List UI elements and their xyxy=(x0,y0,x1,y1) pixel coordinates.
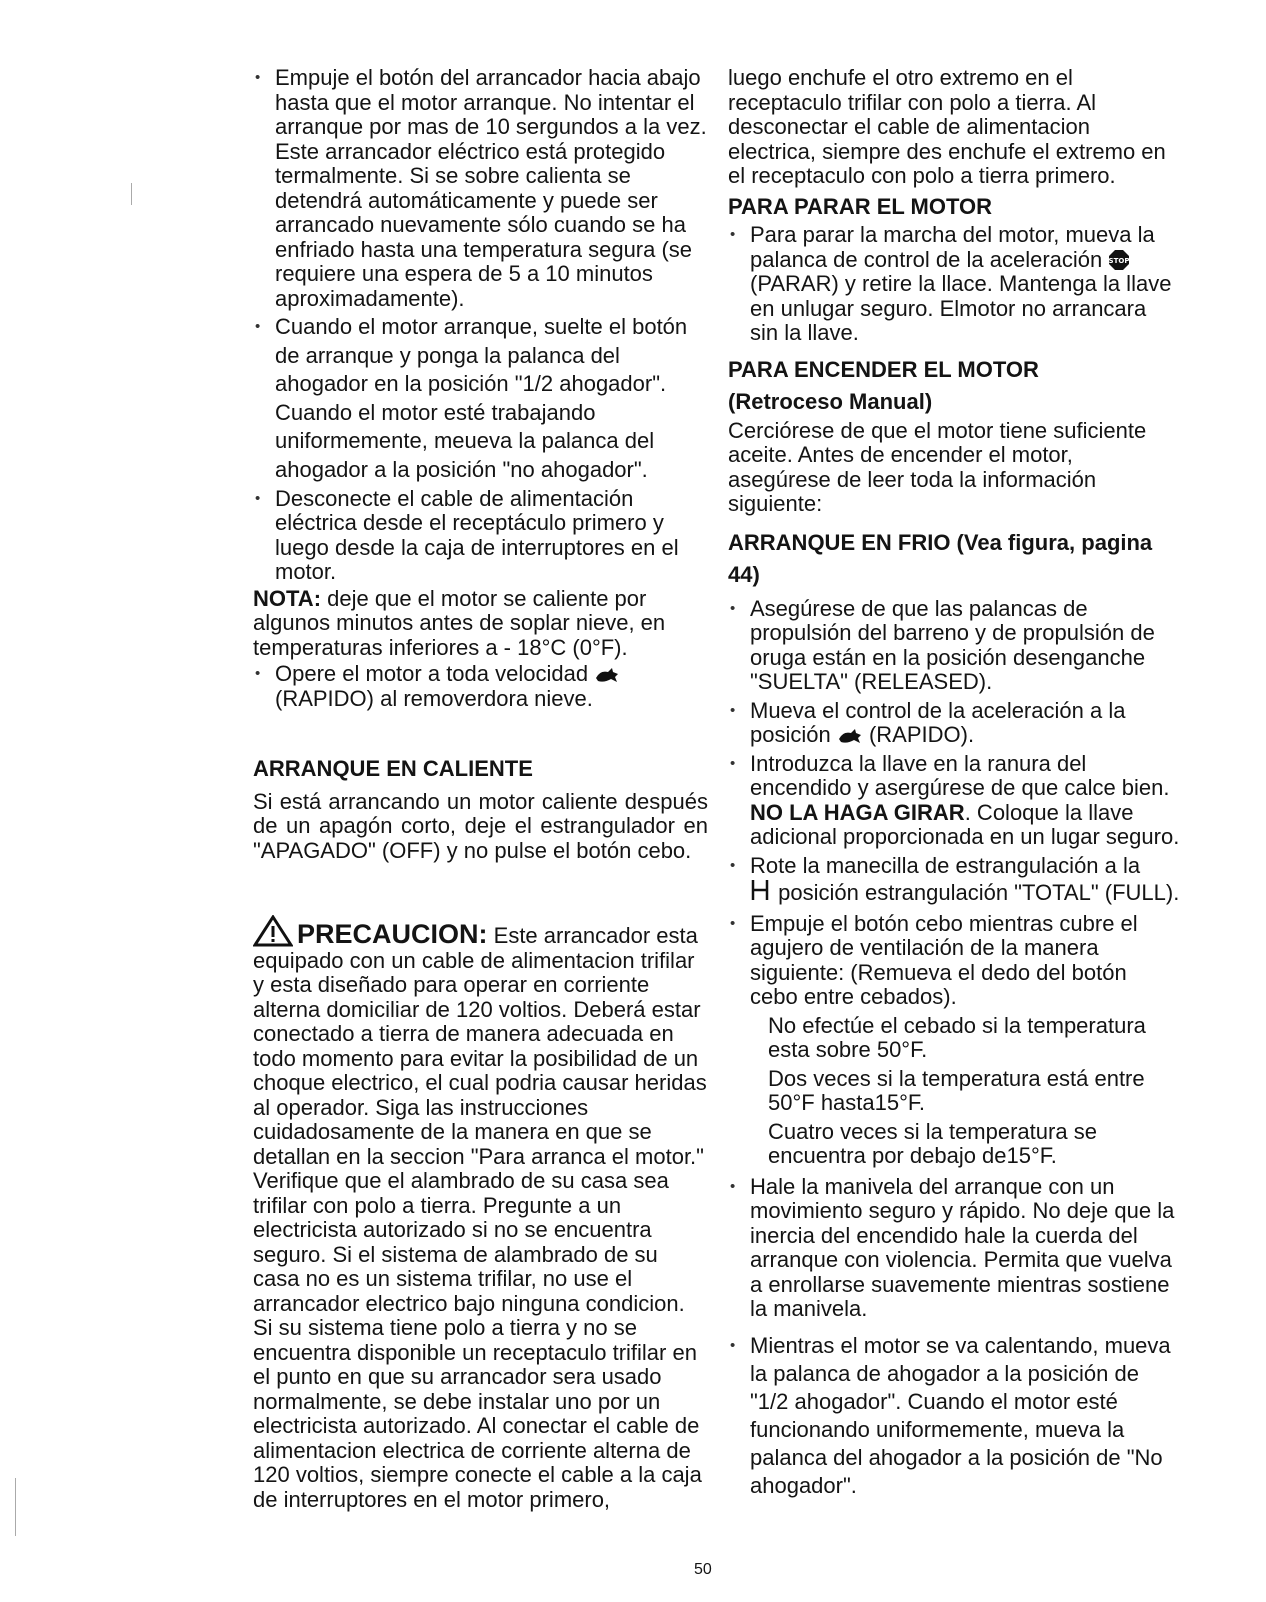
warning-triangle-icon xyxy=(253,915,293,947)
bullet-stop-text-2: (PARAR) y retire la llace. Mantenga la llave en unlugar seguro. Elmotor no arrancara sin la llave. xyxy=(750,271,1172,345)
cold-start-heading: ARRANQUE EN FRIO (Vea figura, pagina 44) xyxy=(728,529,1153,587)
hot-start-heading: ARRANQUE EN CALIENTE xyxy=(253,756,533,782)
start-intro: Cerciórese de que el motor tiene suficiente aceite. Antes de encender el motor, asegúrese de leer toda la información siguiente: xyxy=(728,417,1147,516)
bullet-key xyxy=(728,752,1180,850)
hot-start-text: Si está arrancando un motor caliente después de un apagón corto, deje el estrangulador en "APAGADO" (OFF) y no pulse el botón cebo. xyxy=(253,788,708,863)
start-subheading: (Retroceso Manual) xyxy=(728,389,933,414)
bullet-throttle-text: Mueva el control de la aceleración a la posición xyxy=(750,697,1126,747)
bullet-full-speed-text: Opere el motor a toda velocidad xyxy=(275,661,589,687)
primer-none: No efectúe el cebado si la temperatura esta sobre 50°F. xyxy=(768,1012,1146,1062)
bullet-stop-text: Para parar la marcha del motor, mueva la palanca de control de la aceleración xyxy=(750,222,1155,272)
primer-four: Cuatro veces si la temperatura se encuentra por debajo de15°F. xyxy=(768,1118,1097,1168)
bullet-choke-line2: posición estrangulación "TOTAL" (FULL). xyxy=(778,880,1180,905)
bullet-stop xyxy=(728,223,1180,346)
stop-heading: PARA PARAR EL MOTOR xyxy=(728,193,993,219)
continuation-text: luego enchufe el otro extremo en el receptaculo trifilar con polo a tierra. Al desconectar el cable de alimentacion electrica, siempre des enchufe el extremo en el receptaculo con polo a tierra primero. xyxy=(728,65,1166,188)
bullet-throttle xyxy=(728,699,1180,748)
bullet-key-text-2: . Coloque la llave adicional proporcionada en un lugar seguro. xyxy=(750,799,1180,849)
bullet-choke xyxy=(728,854,1180,906)
note-label: NOTA: xyxy=(253,585,322,611)
note-paragraph xyxy=(253,587,708,661)
left-column xyxy=(253,66,708,1512)
bullet-choke-line1: Rote la manecilla de estrangulación a la xyxy=(750,852,1141,878)
caution-text: Este arrancador esta equipado con un cable de alimentacion trifilar y esta diseñado para operar en corriente alterna domiciliar de 120 voltios. Deberá estar conectado a tierra de manera adecuada en todo momento para evitar la posibilidad de un choque electrico, el cual podria causar heridas al operador. Siga las instrucciones cuidadosamente de la manera en que se detallan en la seccion "Para arranca el motor." Verifique que el alambrado de su casa sea trifilar con polo a tierra. Pregunte a un electricista autorizado si no se encuentra seguro. Si el sistema de alambrado de su casa no es un sistema trifilar, no use el arrancador electrico bajo ninguna condicion. Si su sistema tiene polo a tierra y no se encuentra disponible un receptaculo trifilar en el punto en que su arrancador sera usado normalmente, se debe instalar uno por un electricista autorizado. Al conectar el cable de alimentacion electrica de corriente alterna de 120 voltios, siempre conecte el cable a la caja de interruptores en el motor primero, xyxy=(253,923,707,1512)
bullet-warming: • Mientras el motor se va calentando, mueva la palanca de ahogador a la posición de "1/2 ahogador". Cuando el motor esté funcionando uniformemente, mueva la palanca del ahogador a la posición de "No ahogador". xyxy=(728,1332,1180,1500)
bullet-levers: • Asegúrese de que las palancas de propulsión del barreno y de propulsión de oruga están en la posición desenganche "SUELTA" (RELEASED). xyxy=(728,597,1180,695)
scan-mark xyxy=(131,183,132,205)
primer-twice: Dos veces si la temperatura está entre 50°F hasta15°F. xyxy=(768,1065,1145,1115)
svg-text:STOP: STOP xyxy=(1108,256,1130,265)
bullet-pull-handle: • Hale la manivela del arranque con un movimiento seguro y rápido. No deje que la inercia del encendido hale la cuerda del arranque con violencia. Permita que vuelva a enrollarse suavemente mientras sostiene la manivela. xyxy=(728,1175,1180,1322)
note-text: deje que el motor se caliente por algunos minutos antes de soplar nieve, en temperaturas inferiores a - 18°C (0°F). xyxy=(253,585,666,660)
rabbit-fast-icon xyxy=(837,726,863,744)
choke-full-icon xyxy=(750,878,772,902)
rabbit-fast-icon xyxy=(594,665,620,683)
right-column xyxy=(728,66,1180,1500)
bullet-primer: • Empuje el botón cebo mientras cubre el agujero de ventilación de la manera siguiente: (Remueva el dedo del botón cebo entre cebados). xyxy=(728,912,1180,1010)
scan-mark xyxy=(15,1478,16,1536)
stop-icon xyxy=(1108,249,1130,271)
bullet-push-starter: • Empuje el botón del arrancador hacia abajo hasta que el motor arranque. No intentar el arranque por mas de 10 sergundos a la vez. Este arrancador eléctrico está protegido termalmente. Si se sobre calienta se detendrá automáticamente y puede ser arrancado nuevamente sólo cuando se ha enfriado hasta una temperatura segura (se requiere una espera de 5 a 10 minutos aproximadamente). xyxy=(253,66,708,311)
bullet-release-button: • Cuando el motor arranque, suelte el botón de arranque y ponga la palanca del ahogador en la posición "1/2 ahogador". Cuando el motor esté trabajando uniformemente, meueva la palanca del ahogador a la posición "no ahogador". xyxy=(253,313,708,485)
caution-paragraph xyxy=(253,915,708,1512)
bullet-key-bold: NO LA HAGA GIRAR xyxy=(750,799,965,825)
start-heading: PARA ENCENDER EL MOTOR xyxy=(728,356,1039,382)
bullet-key-text: Introduzca la llave en la ranura del encendido y asergúrese de que calce bien. xyxy=(750,750,1170,800)
caution-label: PRECAUCION: xyxy=(297,919,488,950)
bullet-full-speed-text-2: (RAPIDO) al removerdora nieve. xyxy=(275,685,593,711)
bullet-disconnect: • Desconecte el cable de alimentación eléctrica desde el receptáculo primero y luego desde la caja de interruptores en el motor. xyxy=(253,487,708,585)
bullet-full-speed xyxy=(253,662,708,711)
page-number: 50 xyxy=(694,1561,712,1578)
bullet-throttle-text-2: (RAPIDO). xyxy=(868,722,975,747)
